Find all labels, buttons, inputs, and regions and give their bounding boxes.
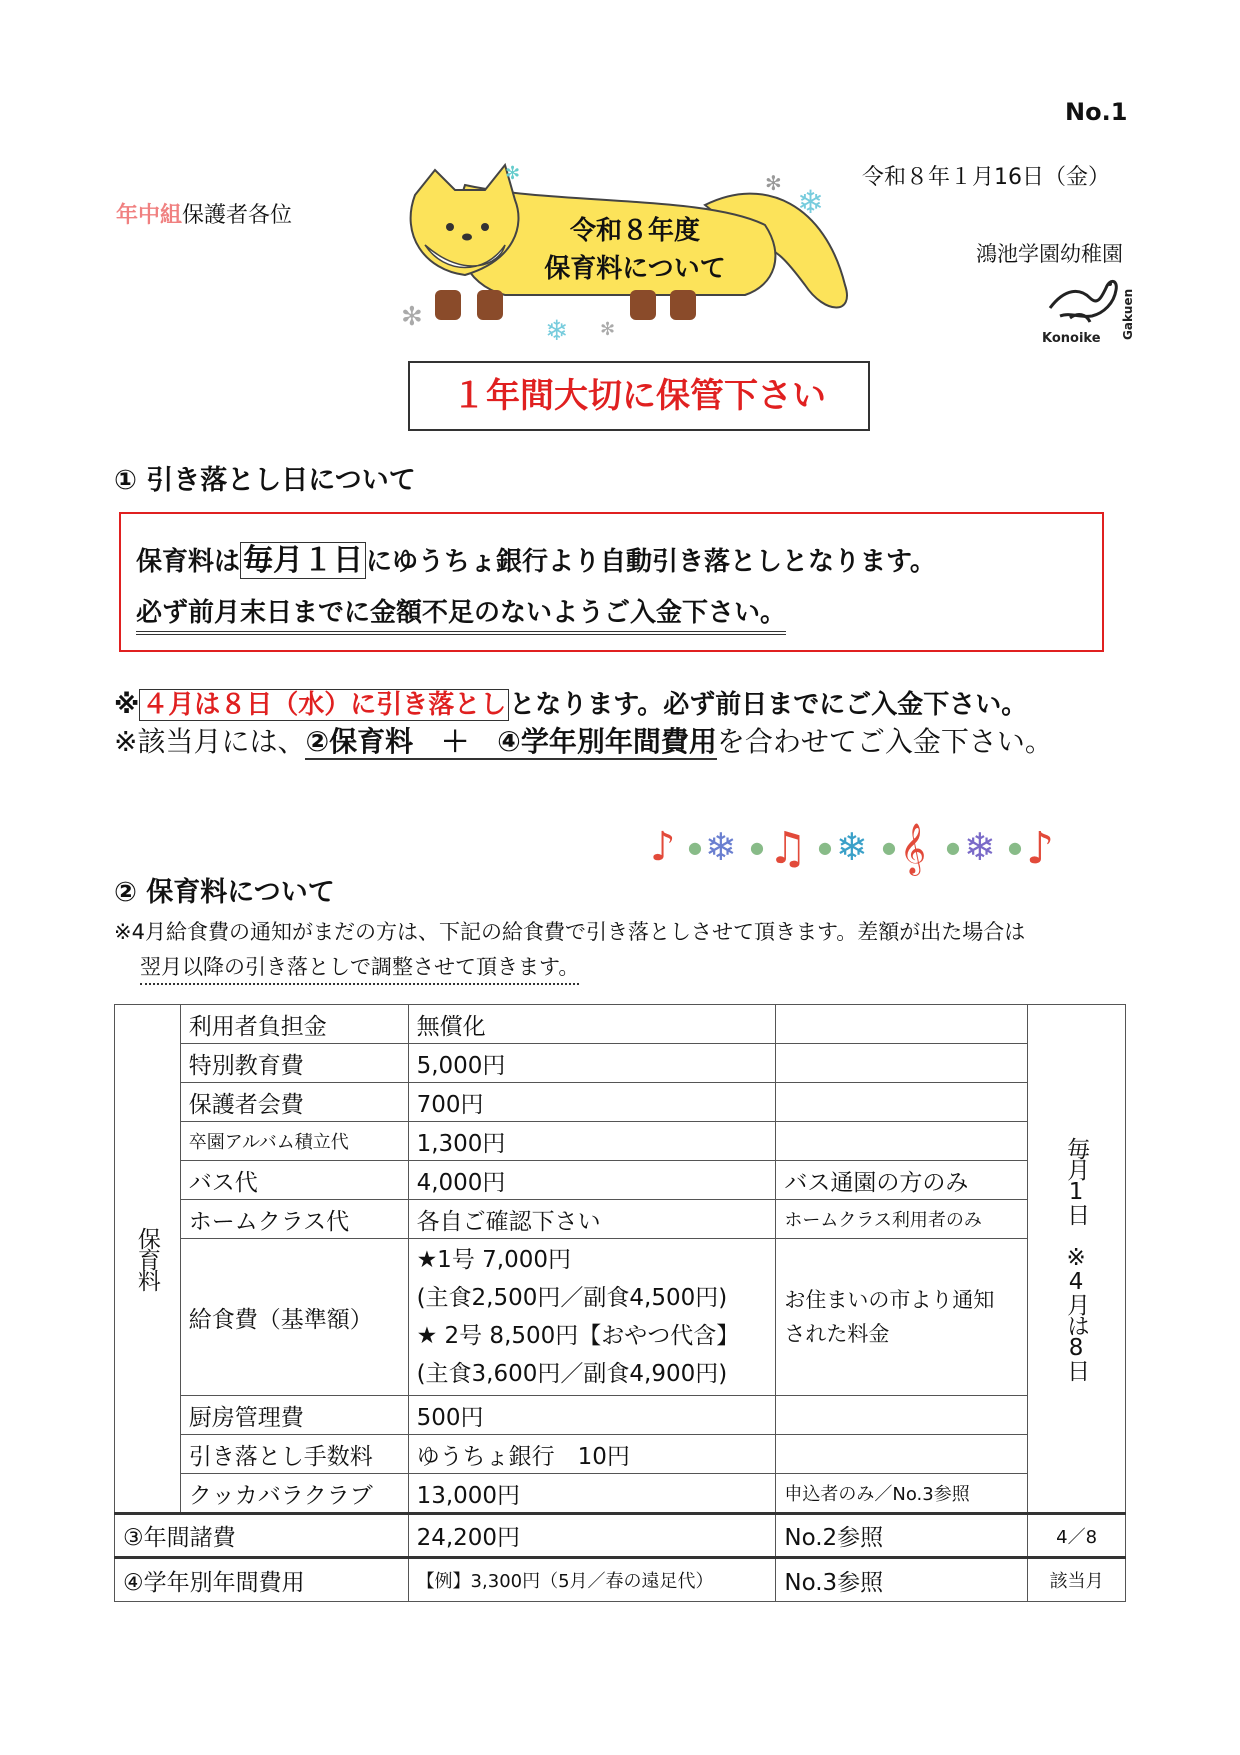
svg-text:●: ● — [818, 838, 832, 857]
lunch-line: (主食2,500円／副食4,500円) — [416, 1285, 728, 1311]
section1-heading: ① 引き落とし日について — [114, 465, 416, 496]
lunch-line: ★1号 7,000円 — [416, 1247, 571, 1273]
lunch-note-line: お住まいの市より通知 — [784, 1288, 995, 1312]
fee-item: 卒園アルバム積立代 — [180, 1122, 408, 1161]
grade-when: 該当月 — [1028, 1558, 1126, 1602]
svg-text:✻: ✻ — [401, 302, 423, 332]
fee-amount: 13,000円 — [408, 1474, 776, 1514]
decorative-border — [650, 815, 1110, 875]
fee-item: ホームクラス代 — [180, 1200, 408, 1239]
fee-note — [776, 1396, 1028, 1435]
music-note-icon: ♪ — [1026, 823, 1055, 874]
annual-item: ③年間諸費 — [115, 1514, 409, 1558]
table-row-annual — [115, 1514, 1126, 1558]
clef-icon: 𝄞 — [900, 823, 927, 874]
lunch-line: ★ 2号 8,500円【おやつ代含】 — [416, 1323, 740, 1349]
fee-item: クッカバラクラブ — [180, 1474, 408, 1514]
section2-heading: ② 保育料について — [114, 877, 335, 908]
logo-text-gakuen: Gakuen — [1121, 288, 1135, 340]
music-note-icon: ♪ — [650, 824, 676, 870]
table-row — [115, 1161, 1126, 1200]
debit-line-1 — [136, 535, 936, 579]
annual-amount: 24,200円 — [408, 1514, 776, 1558]
month-note-underlined: ②保育料 ＋ ④学年別年間費用 — [305, 725, 717, 758]
svg-text:●: ● — [946, 838, 960, 857]
fee-table — [114, 1004, 1126, 1602]
fee-note-lunch — [776, 1239, 1028, 1396]
debit-line-2: 必ず前月末日までに金額不足のないようご入金下さい。 — [136, 592, 786, 635]
fee-note — [776, 1122, 1028, 1161]
fee-note: バス通園の方のみ — [776, 1161, 1028, 1200]
logo-text-konoike: Konoike — [1042, 331, 1101, 346]
april-note — [114, 684, 1027, 721]
fee-item: バス代 — [180, 1161, 408, 1200]
april-note-prefix: ※ — [114, 690, 140, 720]
grade-amount: 【例】3,300円（5月／春の遠足代） — [408, 1558, 776, 1602]
april-note-rest: となります。必ず前日までにご入金下さい。 — [509, 690, 1028, 720]
table-row — [115, 1239, 1126, 1396]
svg-text:●: ● — [882, 838, 896, 857]
fee-amount: 5,000円 — [408, 1044, 776, 1083]
keep-notice: １年間大切に保管下さい — [408, 361, 870, 431]
table-row — [115, 1005, 1126, 1044]
table-row — [115, 1122, 1126, 1161]
svg-text:●: ● — [750, 838, 764, 857]
fee-item: 給食費（基準額） — [180, 1239, 408, 1396]
music-note-icon: ♫ — [768, 823, 808, 874]
recipient-rest: 保護者各位 — [182, 203, 293, 228]
lunch-line: (主食3,600円／副食4,900円) — [416, 1361, 728, 1387]
school-name: 鴻池学園幼稚園 — [976, 242, 1123, 266]
table-row — [115, 1200, 1126, 1239]
svg-text:❄: ❄ — [545, 314, 569, 347]
fee-amount: 1,300円 — [408, 1122, 776, 1161]
recipient — [116, 198, 292, 229]
snowflake-icon: ❄ — [836, 825, 868, 869]
fee-item: 厨房管理費 — [180, 1396, 408, 1435]
fee-amount: 700円 — [408, 1083, 776, 1122]
fee-note: 申込者のみ／No.3参照 — [776, 1474, 1028, 1514]
table-row — [115, 1435, 1126, 1474]
svg-text:❄: ❄ — [797, 183, 824, 221]
svg-text:●: ● — [688, 838, 702, 857]
fee-item: 保護者会費 — [180, 1083, 408, 1122]
grade-item: ④学年別年間費用 — [115, 1558, 409, 1602]
fee-amount: 各自ご確認下さい — [408, 1200, 776, 1239]
fee-amount: 4,000円 — [408, 1161, 776, 1200]
fee-note — [776, 1005, 1028, 1044]
debit-timing: 毎月1日 ※4月は8日 — [1028, 1005, 1126, 1514]
annual-when: 4／8 — [1028, 1514, 1126, 1558]
svg-text:✻: ✻ — [600, 319, 616, 340]
school-logo — [1040, 268, 1140, 346]
lunch-note-line-1: ※4月給食費の通知がまだの方は、下記の給食費で引き落としさせて頂きます。差額が出た場合は — [114, 920, 1026, 944]
fee-item: 引き落とし手数料 — [180, 1435, 408, 1474]
lunch-note-line-2: 翌月以降の引き落としで調整させて頂きます。 — [140, 951, 579, 985]
debit-line-1a: 保育料は — [136, 547, 241, 577]
debit-day-highlight: 毎月１日 — [240, 542, 366, 579]
document-number: No.1 — [1065, 98, 1128, 126]
title-line-1: 令和８年度 — [569, 216, 700, 246]
table-row-grade — [115, 1558, 1126, 1602]
svg-text:✻: ✻ — [765, 171, 782, 195]
fee-amount-lunch — [408, 1239, 776, 1396]
fee-note — [776, 1083, 1028, 1122]
grade-note: No.3参照 — [776, 1558, 1028, 1602]
table-row — [115, 1396, 1126, 1435]
annual-note: No.2参照 — [776, 1514, 1028, 1558]
lunch-note-line: された料金 — [784, 1322, 890, 1346]
fee-note: ホームクラス利用者のみ — [776, 1200, 1028, 1239]
svg-text:●: ● — [1008, 838, 1022, 857]
fee-amount: ゆうちょ銀行 10円 — [408, 1435, 776, 1474]
issue-date: 令和８年１月16日（金） — [862, 165, 1110, 190]
fee-note — [776, 1435, 1028, 1474]
snowflake-icon: ❄ — [964, 825, 996, 869]
snowflake-icon: ❄ — [705, 825, 737, 869]
group-label: 保育料 — [115, 1005, 181, 1514]
fee-note — [776, 1044, 1028, 1083]
recipient-class: 年中組 — [116, 203, 183, 228]
fee-item: 利用者負担金 — [180, 1005, 408, 1044]
table-row — [115, 1083, 1126, 1122]
fee-amount: 500円 — [408, 1396, 776, 1435]
title-line-2: 保育料について — [544, 254, 726, 284]
month-note — [114, 720, 1053, 760]
table-row — [115, 1044, 1126, 1083]
fee-item: 特別教育費 — [180, 1044, 408, 1083]
month-note-a: ※該当月には、 — [114, 725, 306, 758]
svg-text:✻: ✻ — [505, 163, 521, 184]
fee-amount: 無償化 — [408, 1005, 776, 1044]
main-title — [500, 212, 770, 288]
april-note-highlight: ４月は８日（水）に引き落とし — [139, 689, 509, 721]
month-note-b: を合わせてご入金下さい。 — [716, 725, 1053, 758]
table-row — [115, 1474, 1126, 1514]
debit-line-1b: にゆうちょ銀行より自動引き落としとなります。 — [366, 547, 936, 577]
